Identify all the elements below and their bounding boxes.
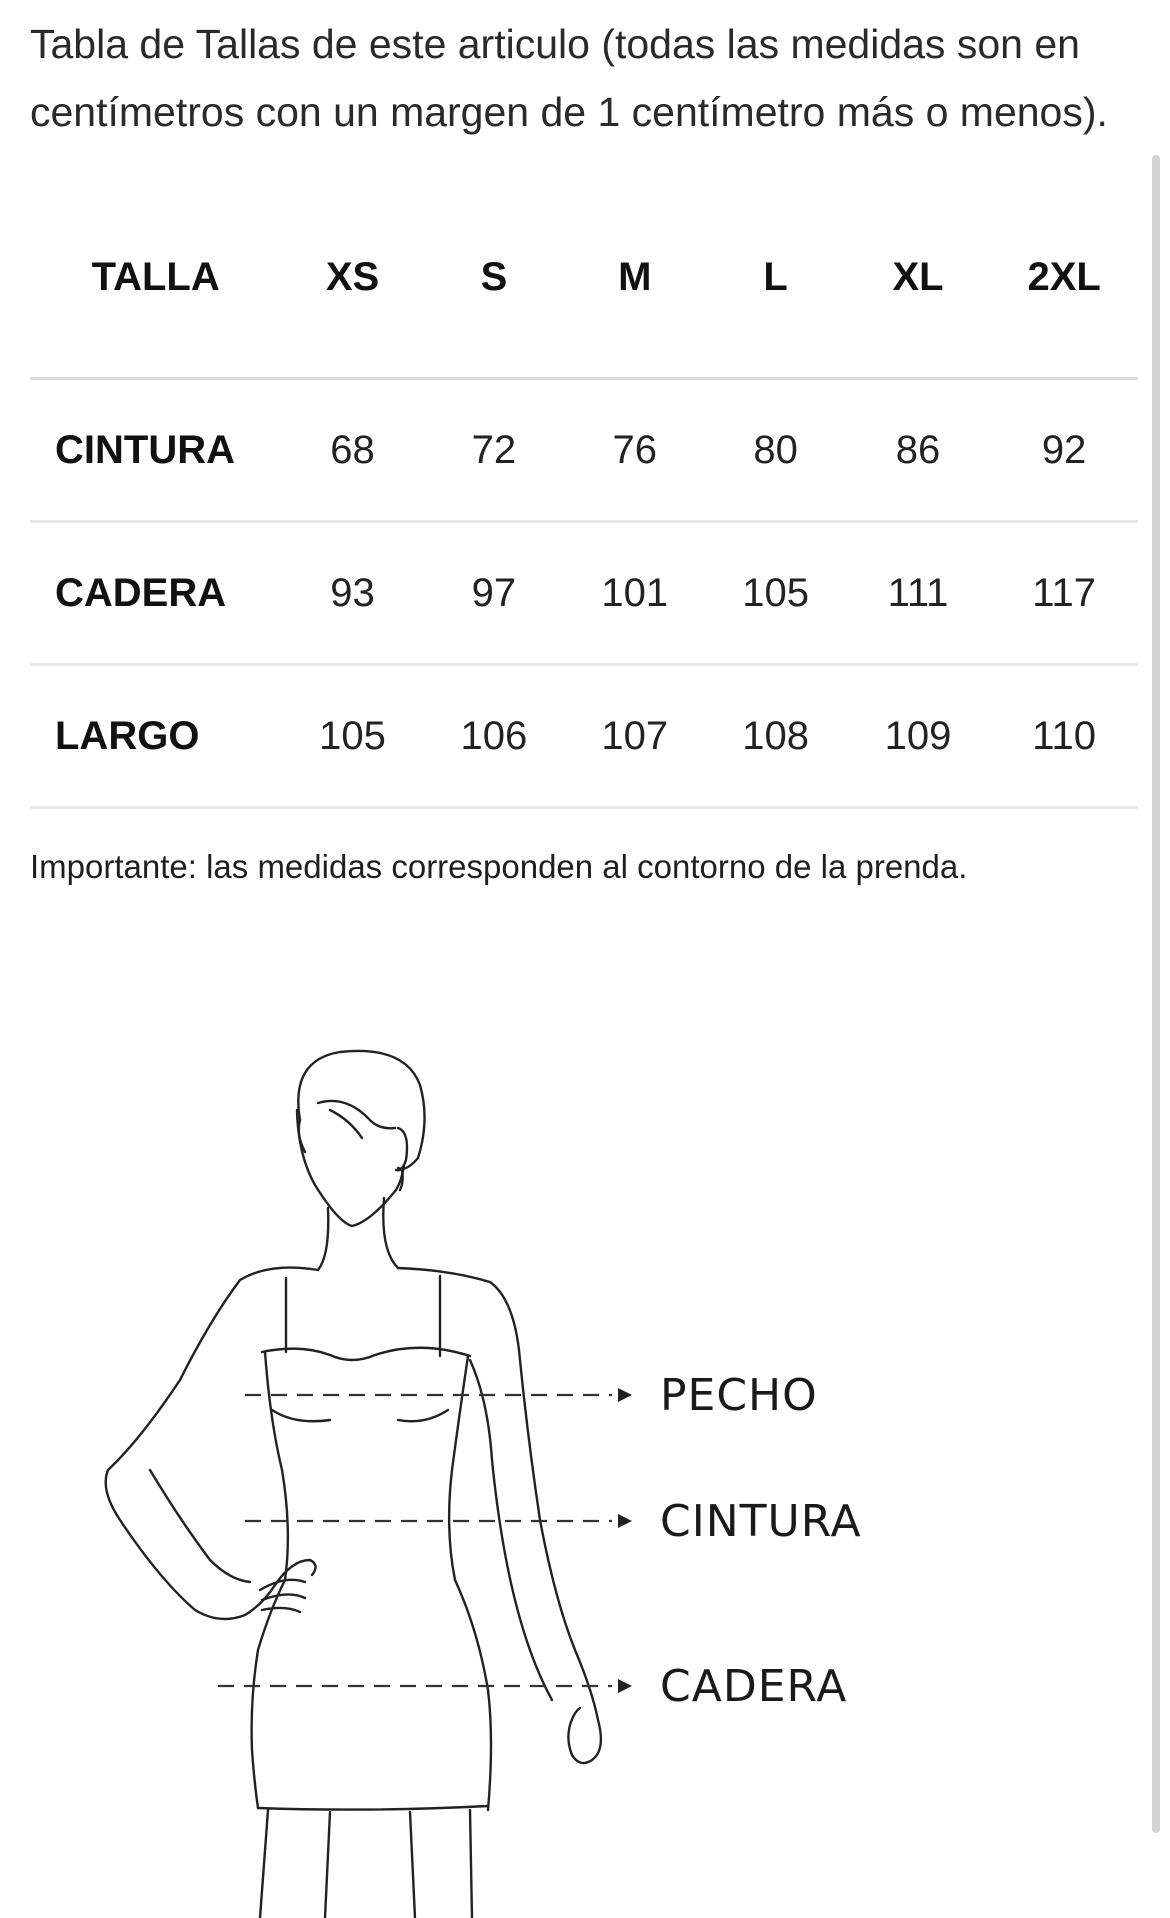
size-table — [30, 233, 1138, 809]
size-header-l: L — [705, 233, 845, 379]
table-cell: 93 — [281, 522, 423, 665]
table-cell: 92 — [990, 379, 1138, 522]
table-cell: 110 — [990, 665, 1138, 808]
table-cell: 68 — [281, 379, 423, 522]
table-row — [30, 522, 1138, 665]
table-cell: 101 — [564, 522, 705, 665]
size-header-2xl: 2XL — [990, 233, 1138, 379]
note-text: Importante: las medidas corresponden al contorno de la prenda. — [30, 848, 968, 885]
size-header-label: TALLA — [30, 233, 281, 379]
table-cell: 108 — [705, 665, 845, 808]
table-cell: 76 — [564, 379, 705, 522]
table-cell: 86 — [846, 379, 991, 522]
table-cell: 117 — [990, 522, 1138, 665]
table-cell: 111 — [846, 522, 991, 665]
hip-label: CADERA — [660, 1661, 848, 1712]
chest-label: PECHO — [660, 1370, 818, 1421]
table-cell: 107 — [564, 665, 705, 808]
table-cell: 105 — [281, 665, 423, 808]
row-label-cintura: CINTURA — [30, 379, 281, 522]
table-cell: 72 — [424, 379, 564, 522]
size-header-s: S — [424, 233, 564, 379]
size-header-row — [30, 233, 1138, 379]
size-header-xl: XL — [846, 233, 991, 379]
table-row — [30, 665, 1138, 808]
measurement-figure — [0, 1040, 1170, 1918]
scrollbar[interactable] — [1152, 155, 1160, 1833]
chest-arrow-icon — [618, 1388, 632, 1402]
table-row — [30, 379, 1138, 522]
intro-text: Tabla de Tallas de este articulo (todas las medidas son en centímetros con un margen de 1 centímetro más o menos). — [30, 21, 1108, 135]
measurement-labels — [660, 1370, 862, 1712]
waist-arrow-icon — [618, 1514, 632, 1528]
table-cell: 105 — [705, 522, 845, 665]
size-header-m: M — [564, 233, 705, 379]
table-cell: 109 — [846, 665, 991, 808]
row-label-largo: LARGO — [30, 665, 281, 808]
measurement-arrows — [618, 1388, 632, 1693]
hip-arrow-icon — [618, 1679, 632, 1693]
size-header-xs: XS — [281, 233, 423, 379]
row-label-cadera: CADERA — [30, 522, 281, 665]
table-cell: 106 — [424, 665, 564, 808]
table-cell: 97 — [424, 522, 564, 665]
table-cell: 80 — [705, 379, 845, 522]
dress-figure-illustration — [106, 1051, 601, 1918]
waist-label: CINTURA — [660, 1496, 862, 1547]
measurement-lines — [218, 1395, 612, 1686]
